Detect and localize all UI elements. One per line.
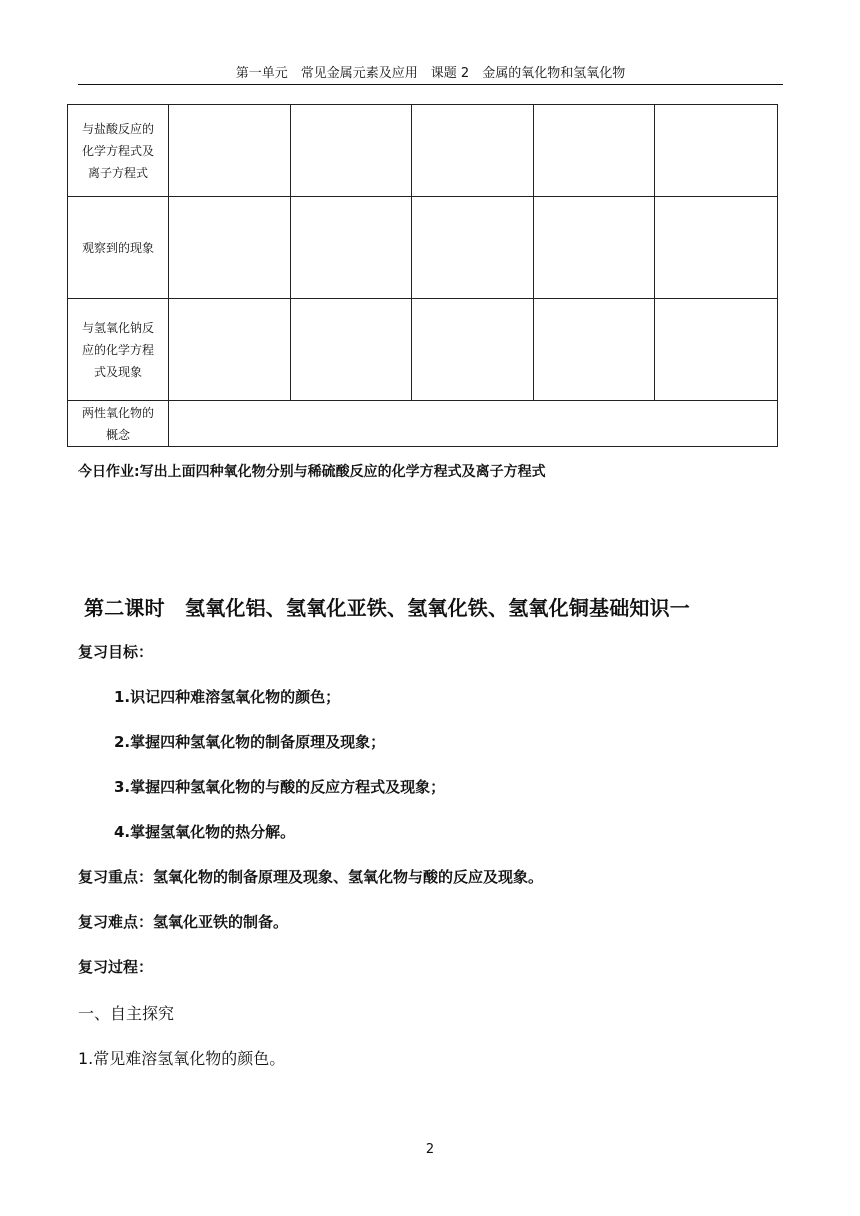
row-label-hcl-reaction: [68, 105, 169, 197]
table-row: [68, 401, 778, 447]
objective-item: 4.掌握氢氧化物的热分解。: [114, 823, 296, 841]
oxide-properties-table: [67, 104, 778, 447]
row-label-amphoteric-concept: [68, 401, 169, 447]
table-cell[interactable]: [534, 105, 655, 197]
table-cell[interactable]: [655, 197, 778, 299]
row-label-text: 两性氧化物的 概念: [81, 405, 154, 442]
section-item: 1.常见难溶氢氧化物的颜色。: [78, 1049, 286, 1068]
table-cell[interactable]: [534, 299, 655, 401]
process-heading: 复习过程：: [78, 958, 154, 976]
header-divider: [78, 84, 783, 85]
row-label-text: 观察到的现象: [81, 240, 154, 255]
table-cell[interactable]: [169, 197, 291, 299]
objective-item: 3.掌握四种氢氧化物的与酸的反应方程式及现象；: [114, 778, 446, 796]
lesson-title: 第二课时 氢氧化铝、氢氧化亚铁、氢氧化铁、氢氧化铜基础知识一: [84, 596, 690, 620]
page-number: 2: [425, 1142, 435, 1157]
row-label-naoh-reaction: [68, 299, 169, 401]
section-heading: 一、自主探究: [78, 1004, 175, 1023]
merged-answer-cell[interactable]: [169, 401, 778, 447]
running-header: 第一单元 常见金属元素及应用 课题 2 金属的氧化物和氢氧化物: [235, 66, 626, 81]
difficulties: 复习难点：氢氧化亚铁的制备。: [78, 913, 289, 931]
table-cell[interactable]: [169, 299, 291, 401]
table-cell[interactable]: [534, 197, 655, 299]
table-cell[interactable]: [169, 105, 291, 197]
table-cell[interactable]: [655, 105, 778, 197]
table-cell[interactable]: [291, 105, 412, 197]
table-row: [68, 197, 778, 299]
homework-instruction: 今日作业:写出上面四种氧化物分别与稀硫酸反应的化学方程式及离子方程式: [78, 464, 546, 480]
key-points: 复习重点：氢氧化物的制备原理及现象、氢氧化物与酸的反应及现象。: [78, 868, 544, 886]
row-label-observation: [68, 197, 169, 299]
table-cell[interactable]: [655, 299, 778, 401]
row-label-text: 与盐酸反应的 化学方程式及 离子方程式: [81, 121, 154, 180]
objective-item: 1.识记四种难溶氢氧化物的颜色；: [114, 688, 341, 706]
table-cell[interactable]: [412, 299, 534, 401]
row-label-text: 与氢氧化钠反 应的化学方程 式及现象: [81, 320, 154, 379]
table-row: [68, 105, 778, 197]
objectives-heading: 复习目标：: [78, 643, 154, 661]
objective-item: 2.掌握四种氢氧化物的制备原理及现象；: [114, 733, 386, 751]
table-cell[interactable]: [291, 299, 412, 401]
table-cell[interactable]: [412, 197, 534, 299]
table-cell[interactable]: [412, 105, 534, 197]
table-row: [68, 299, 778, 401]
table-cell[interactable]: [291, 197, 412, 299]
